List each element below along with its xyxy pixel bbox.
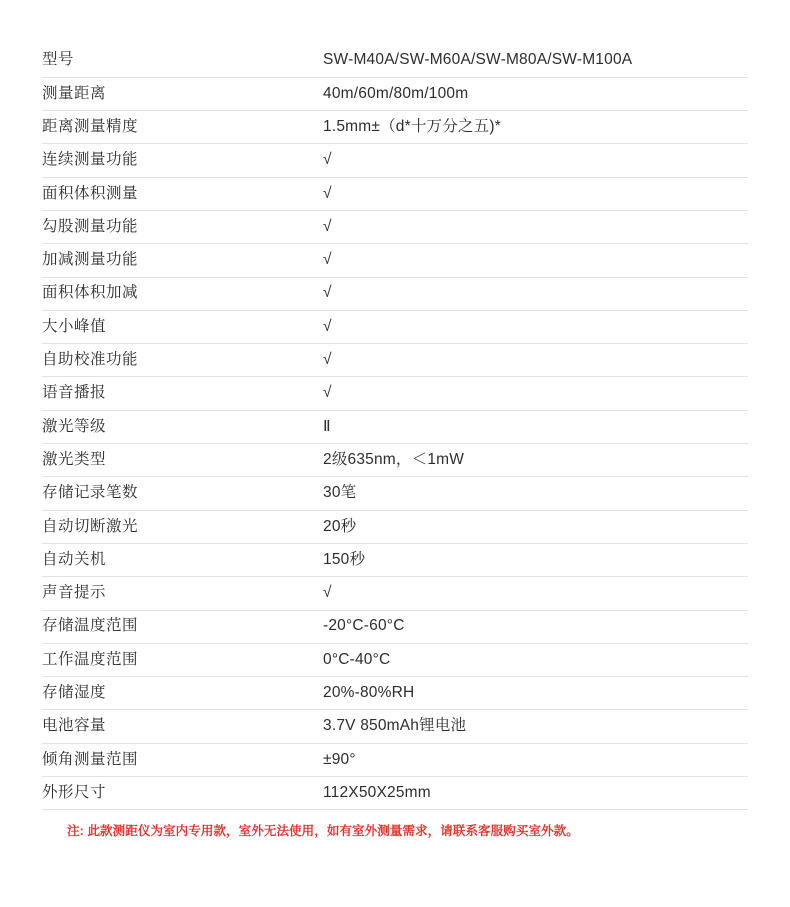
spec-label: 倾角测量范围 — [42, 743, 323, 776]
spec-value: 2级635nm，＜1mW — [323, 444, 748, 477]
spec-label: 激光等级 — [42, 410, 323, 443]
table-row — [42, 510, 748, 543]
spec-label: 勾股测量功能 — [42, 210, 323, 243]
table-row — [42, 210, 748, 243]
table-row — [42, 111, 748, 144]
spec-value: ±90° — [323, 743, 748, 776]
spec-label: 声音提示 — [42, 577, 323, 610]
table-row — [42, 643, 748, 676]
spec-label: 工作温度范围 — [42, 643, 323, 676]
table-row — [42, 610, 748, 643]
spec-label: 外形尺寸 — [42, 777, 323, 810]
spec-label: 激光类型 — [42, 444, 323, 477]
spec-value: 30笔 — [323, 477, 748, 510]
spec-value: √ — [323, 177, 748, 210]
footnote-label: 注: — [67, 824, 84, 839]
spec-value: √ — [323, 210, 748, 243]
table-row — [42, 44, 748, 77]
spec-label: 大小峰值 — [42, 310, 323, 343]
spec-value: √ — [323, 144, 748, 177]
spec-value: √ — [323, 244, 748, 277]
spec-value: Ⅱ — [323, 410, 748, 443]
spec-label: 存储温度范围 — [42, 610, 323, 643]
table-row — [42, 710, 748, 743]
table-row — [42, 144, 748, 177]
spec-label: 存储记录笔数 — [42, 477, 323, 510]
specification-table — [42, 44, 748, 810]
spec-label: 自助校准功能 — [42, 344, 323, 377]
table-row — [42, 244, 748, 277]
spec-value: √ — [323, 310, 748, 343]
spec-value: √ — [323, 377, 748, 410]
table-row — [42, 543, 748, 576]
spec-value: 20%-80%RH — [323, 677, 748, 710]
table-row — [42, 177, 748, 210]
spec-label: 连续测量功能 — [42, 144, 323, 177]
spec-label: 型号 — [42, 44, 323, 77]
table-row — [42, 743, 748, 776]
table-row — [42, 677, 748, 710]
table-row — [42, 344, 748, 377]
spec-value: 0°C-40°C — [323, 643, 748, 676]
spec-value: 20秒 — [323, 510, 748, 543]
footnote — [42, 821, 748, 839]
specification-table-body — [42, 44, 748, 810]
spec-label: 电池容量 — [42, 710, 323, 743]
table-row — [42, 577, 748, 610]
table-row — [42, 410, 748, 443]
table-row — [42, 377, 748, 410]
spec-label: 自动切断激光 — [42, 510, 323, 543]
spec-value: SW-M40A/SW-M60A/SW-M80A/SW-M100A — [323, 44, 748, 77]
table-row — [42, 777, 748, 810]
footnote-text: 此款测距仪为室内专用款，室外无法使用，如有室外测量需求，请联系客服购买室外款。 — [87, 824, 579, 839]
table-row — [42, 477, 748, 510]
spec-value: 1.5mm±（d*十万分之五)* — [323, 111, 748, 144]
spec-label: 距离测量精度 — [42, 111, 323, 144]
spec-label: 语音播报 — [42, 377, 323, 410]
spec-value: 3.7V 850mAh锂电池 — [323, 710, 748, 743]
table-row — [42, 310, 748, 343]
table-row — [42, 444, 748, 477]
spec-label: 测量距离 — [42, 77, 323, 110]
spec-label: 自动关机 — [42, 543, 323, 576]
spec-label: 加减测量功能 — [42, 244, 323, 277]
spec-label: 面积体积测量 — [42, 177, 323, 210]
spec-label: 存储湿度 — [42, 677, 323, 710]
spec-value: 40m/60m/80m/100m — [323, 77, 748, 110]
table-row — [42, 77, 748, 110]
table-row — [42, 277, 748, 310]
spec-value: -20°C-60°C — [323, 610, 748, 643]
spec-value: √ — [323, 577, 748, 610]
spec-label: 面积体积加减 — [42, 277, 323, 310]
spec-value: √ — [323, 277, 748, 310]
spec-value: √ — [323, 344, 748, 377]
spec-value: 150秒 — [323, 543, 748, 576]
spec-value: 112X50X25mm — [323, 777, 748, 810]
